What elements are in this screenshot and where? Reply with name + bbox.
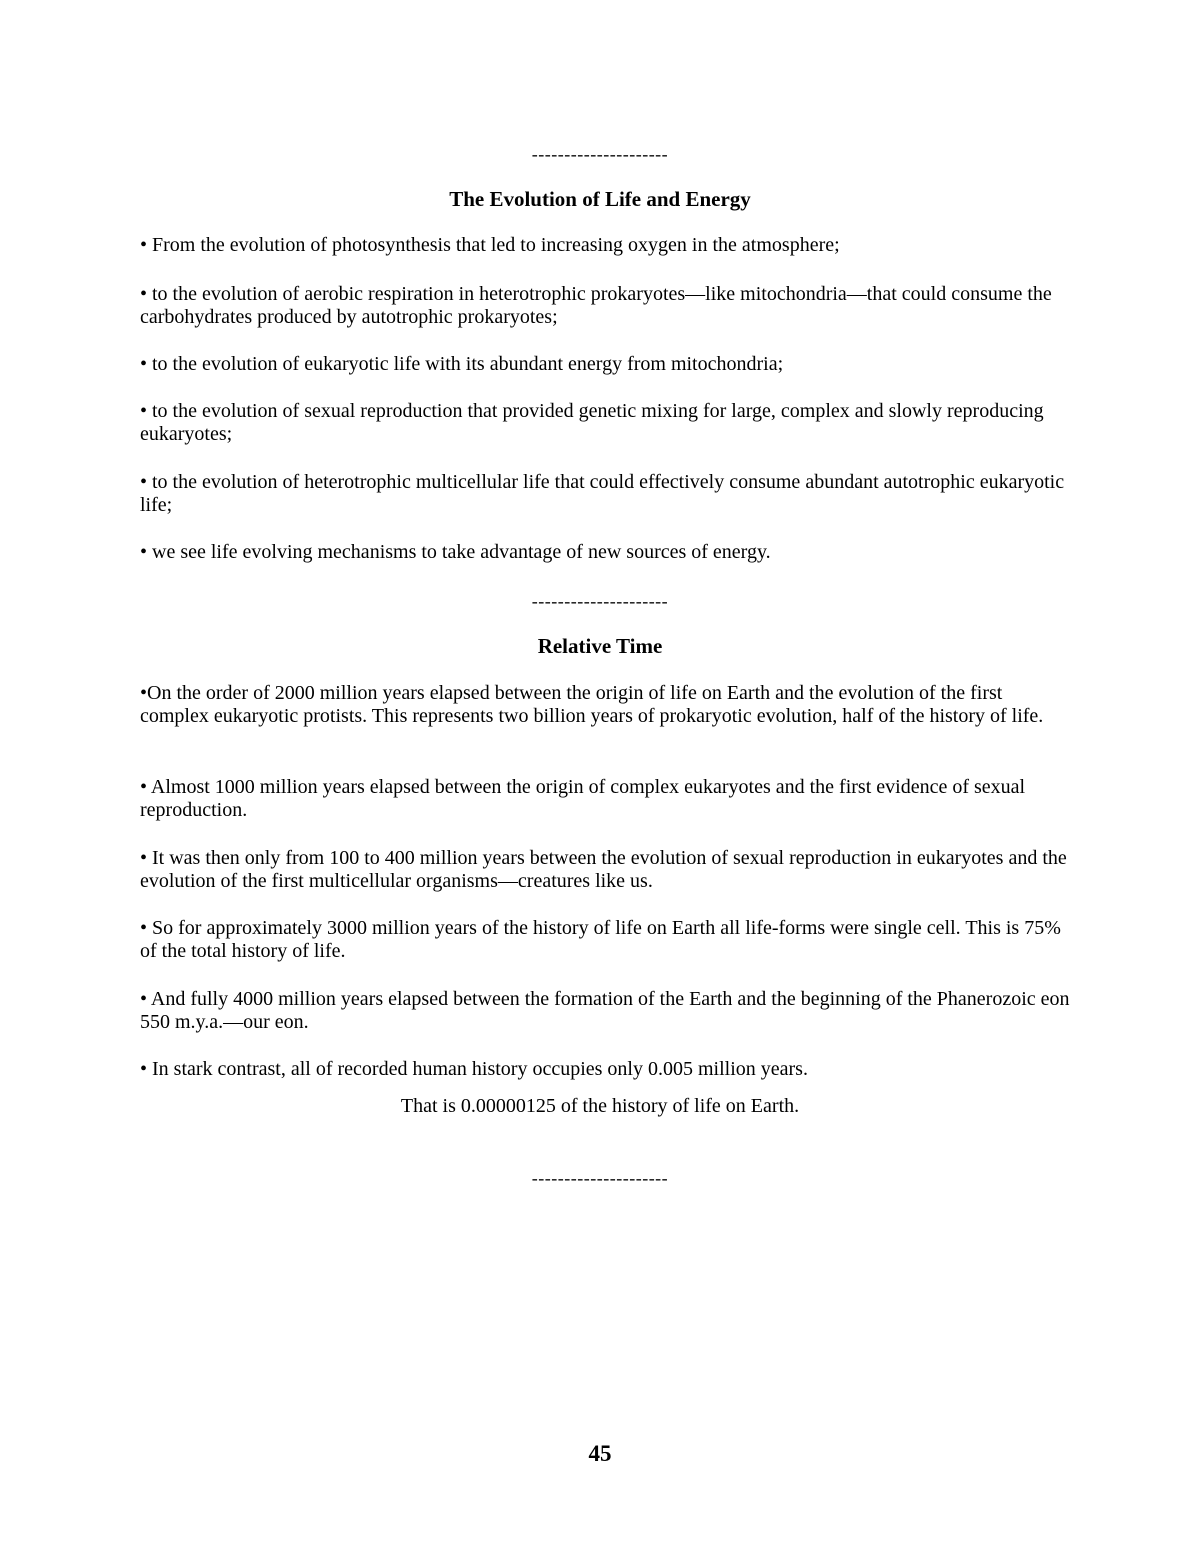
divider-middle: --------------------- [531, 591, 669, 611]
divider-top: --------------------- [531, 144, 669, 164]
bullet-paragraph: • And fully 4000 million years elapsed between the formation of the Earth and the beginning of the Phanerozoic eon 550 m.y.a.—our eon. [140, 988, 1070, 1033]
bullet-paragraph: • to the evolution of sexual reproduction that provided genetic mixing for large, complex and slowly reproducing eukaryotes; [140, 400, 1044, 445]
bullet-paragraph: • we see life evolving mechanisms to take advantage of new sources of energy. [140, 541, 771, 563]
section-heading-evolution: The Evolution of Life and Energy [449, 187, 751, 211]
bullet-paragraph: • From the evolution of photosynthesis that led to increasing oxygen in the atmosphere; [140, 234, 840, 256]
bullet-paragraph: • to the evolution of heterotrophic multicellular life that could effectively consume abundant autotrophic eukaryotic life; [140, 471, 1065, 516]
bullet-paragraph: • So for approximately 3000 million years of the history of life on Earth all life-forms were single cell. This is 75% of the total history of life. [140, 917, 1061, 962]
bullet-paragraph: •On the order of 2000 million years elapsed between the origin of life on Earth and the evolution of the first complex eukaryotic protists. This represents two billion years of prokaryotic evolution, half of the history of life. [140, 682, 1044, 727]
bullet-paragraph: • to the evolution of aerobic respiration in heterotrophic prokaryotes—like mitochondria—that could consume the carbohydrates produced by autotrophic prokaryotes; [140, 283, 1052, 328]
bullet-paragraph: • In stark contrast, all of recorded human history occupies only 0.005 million years. [140, 1058, 808, 1080]
closing-line: That is 0.00000125 of the history of life on Earth. [400, 1095, 800, 1117]
bullet-paragraph: • to the evolution of eukaryotic life with its abundant energy from mitochondria; [140, 353, 784, 375]
page-number: 45 [588, 1441, 612, 1466]
bullet-paragraph: • Almost 1000 million years elapsed between the origin of complex eukaryotes and the first evidence of sexual reproduction. [140, 776, 1026, 821]
bullet-paragraph: • It was then only from 100 to 400 million years between the evolution of sexual reproduction in eukaryotes and the evolution of the first multicellular organisms—creatures like us. [140, 847, 1067, 892]
divider-bottom: --------------------- [531, 1168, 669, 1188]
section-heading-relative-time: Relative Time [537, 634, 663, 658]
